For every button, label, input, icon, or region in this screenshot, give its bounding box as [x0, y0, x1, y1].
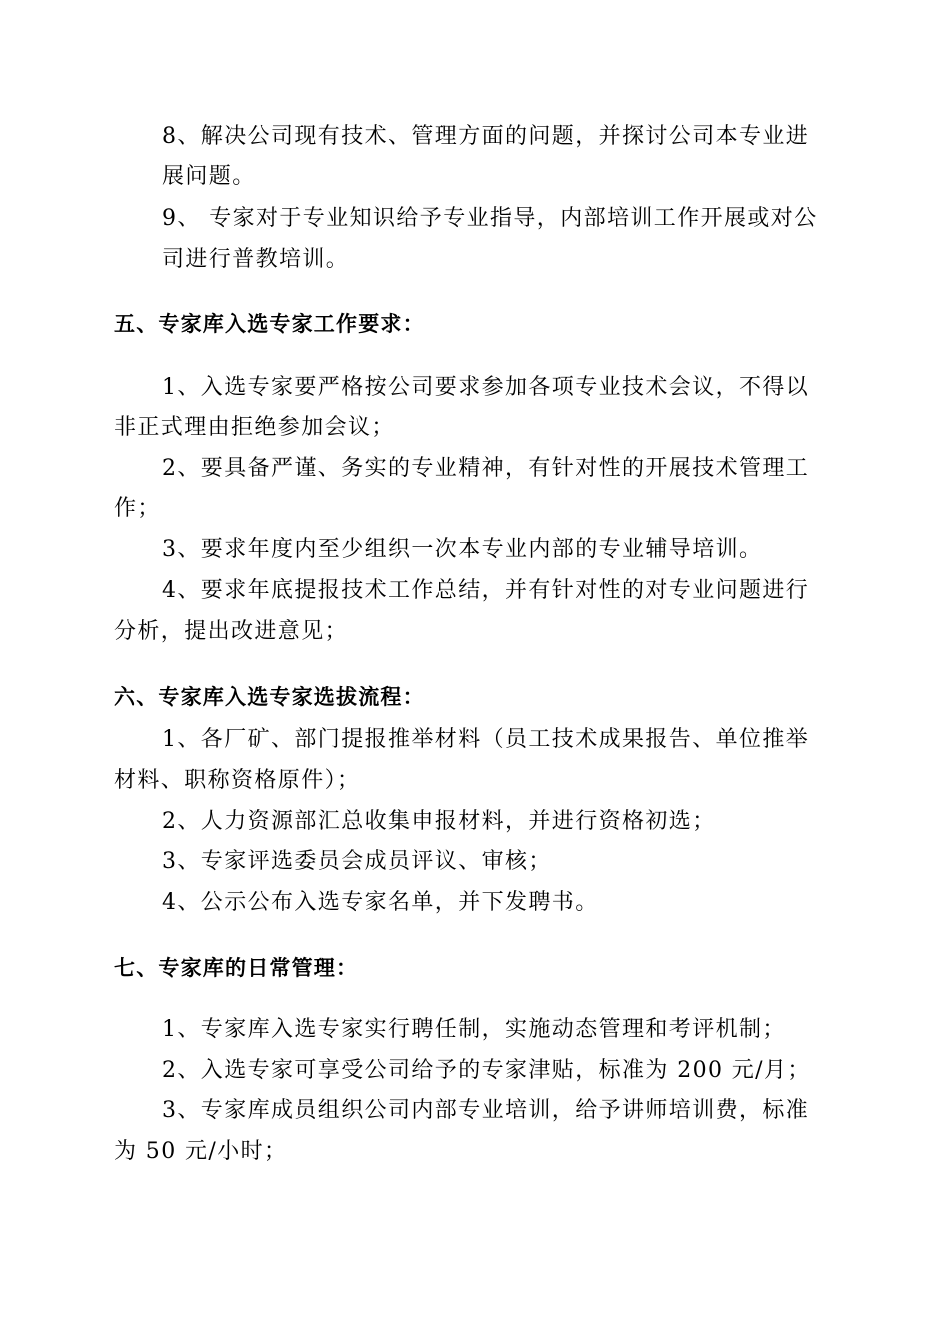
- section-5-item-2-line-2: 作；: [114, 496, 161, 521]
- section-5-item-1-line-1: 1、入选专家要严格按公司要求参加各项专业技术会议，不得以: [162, 375, 810, 400]
- section-7-item-1: 1、专家库入选专家实行聘任制，实施动态管理和考评机制；: [162, 1017, 786, 1042]
- item-8-line-2: 展问题。: [162, 164, 256, 189]
- section-6-heading: 六、专家库入选专家选拔流程：: [114, 685, 425, 709]
- section-6-item-1-line-1: 1、各厂矿、部门提报推举材料（员工技术成果报告、单位推举: [162, 727, 810, 752]
- section-6-item-1-line-2: 材料、职称资格原件）；: [114, 768, 361, 793]
- section-5-item-1-line-2: 非正式理由拒绝参加会议；: [114, 415, 395, 440]
- section-5-item-4-line-2: 分析，提出改进意见；: [114, 619, 349, 644]
- section-5-heading: 五、专家库入选专家工作要求：: [114, 312, 425, 336]
- section-7-item-3-line-2: 为 50 元/小时；: [114, 1139, 288, 1164]
- section-5-item-4-line-1: 4、要求年底提报技术工作总结，并有针对性的对专业问题进行: [162, 578, 810, 603]
- section-6-item-4: 4、公示公布入选专家名单，并下发聘书。: [162, 890, 599, 915]
- section-5-item-2-line-1: 2、要具备严谨、务实的专业精神，有针对性的开展技术管理工: [162, 456, 810, 481]
- section-6-item-2: 2、人力资源部汇总收集申报材料，并进行资格初选；: [162, 809, 716, 834]
- section-7-heading: 七、专家库的日常管理：: [114, 956, 359, 980]
- item-9-line-2: 司进行普教培训。: [162, 247, 350, 272]
- item-9-line-1: 9、 专家对于专业知识给予专业指导，内部培训工作开展或对公: [162, 206, 818, 231]
- section-7-item-2: 2、入选专家可享受公司给予的专家津贴，标准为 200 元/月；: [162, 1058, 811, 1083]
- section-6-item-3: 3、专家评选委员会成员评议、审核；: [162, 849, 552, 874]
- section-5-item-3: 3、要求年度内至少组织一次本专业内部的专业辅导培训。: [162, 537, 763, 562]
- item-8-line-1: 8、解决公司现有技术、管理方面的问题，并探讨公司本专业进: [162, 124, 810, 149]
- section-7-item-3-line-1: 3、专家库成员组织公司内部专业培训，给予讲师培训费，标准: [162, 1098, 810, 1123]
